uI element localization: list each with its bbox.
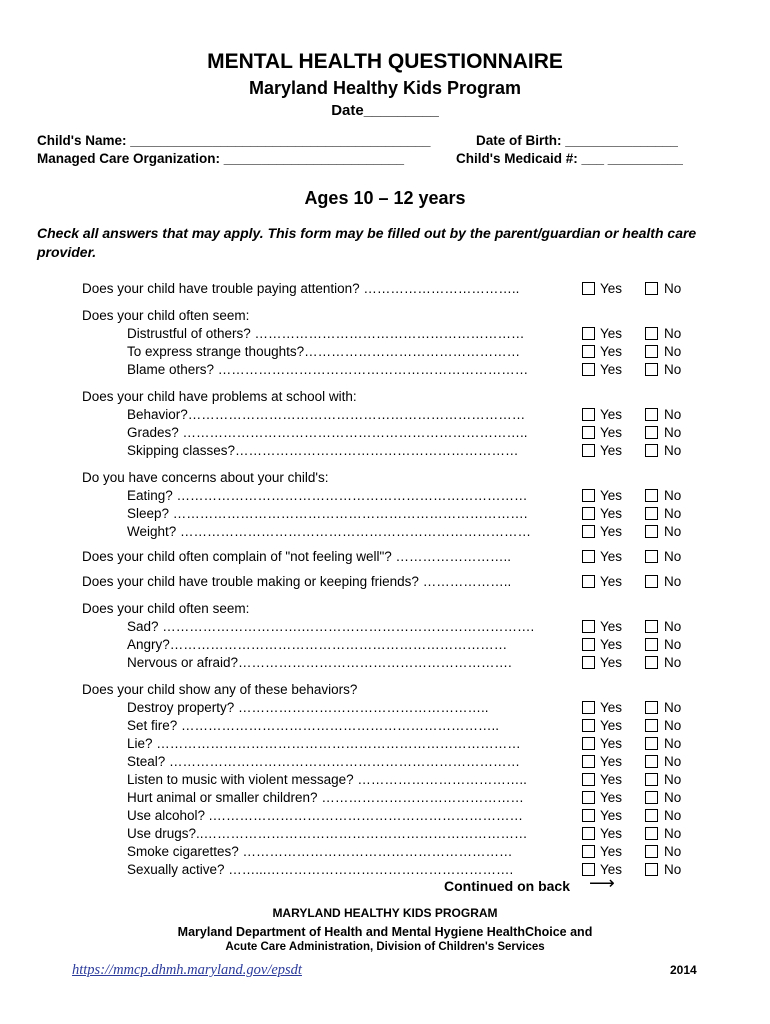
no-checkbox[interactable] <box>645 426 658 439</box>
no-label: No <box>664 407 682 422</box>
yes-checkbox[interactable] <box>582 845 595 858</box>
mco-field: Managed Care Organization: ________________________ <box>37 151 404 166</box>
no-label: No <box>664 344 682 359</box>
yes-checkbox[interactable] <box>582 701 595 714</box>
yes-label: Yes <box>600 281 623 296</box>
yes-checkbox[interactable] <box>582 408 595 421</box>
no-label: No <box>664 790 682 805</box>
form-year: 2014 <box>670 963 697 977</box>
yes-label: Yes <box>600 407 623 422</box>
question-text: Sad? ………………………….……………………………………………. <box>127 619 535 634</box>
yes-label: Yes <box>600 326 623 341</box>
question-text: Does your child have trouble making or keeping friends? ……………….. <box>82 574 512 589</box>
yes-label: Yes <box>600 362 623 377</box>
continued-on-back: Continued on back <box>444 878 570 894</box>
question-row <box>82 343 702 361</box>
yes-label: Yes <box>600 826 623 841</box>
yes-checkbox[interactable] <box>582 489 595 502</box>
question-group-label <box>82 600 702 618</box>
question-text: Steal? …………………………………………………………………… <box>127 754 521 769</box>
no-label: No <box>664 655 682 670</box>
question-text: Eating? …………………………………………………………………… <box>127 488 528 503</box>
no-checkbox[interactable] <box>645 701 658 714</box>
question-text: Destroy property? ……………………………………………….. <box>127 700 489 715</box>
yes-checkbox[interactable] <box>582 444 595 457</box>
question-text: Grades? ………………………………………………………………….. <box>127 425 528 440</box>
question-row <box>82 487 702 505</box>
question-text: Does your child show any of these behaviors? <box>82 682 358 697</box>
form-title: MENTAL HEALTH QUESTIONNAIRE <box>207 50 563 73</box>
medicaid-field: Child's Medicaid #: ___ __________ <box>456 151 683 166</box>
question-text: Does your child often complain of "not feeling well"? …………………….. <box>82 549 512 564</box>
no-checkbox[interactable] <box>645 827 658 840</box>
yes-label: Yes <box>600 790 623 805</box>
question-text: Behavior?………………………………………………………………… <box>127 407 526 422</box>
question-text: Skipping classes?……………………………………………………… <box>127 443 519 458</box>
no-label: No <box>664 574 682 589</box>
yes-checkbox[interactable] <box>582 719 595 732</box>
no-label: No <box>664 637 682 652</box>
yes-label: Yes <box>600 524 623 539</box>
question-text: Lie? ……………………………………………………………………… <box>127 736 521 751</box>
no-checkbox[interactable] <box>645 575 658 588</box>
no-label: No <box>664 362 682 377</box>
yes-checkbox[interactable] <box>582 327 595 340</box>
yes-label: Yes <box>600 700 623 715</box>
yes-label: Yes <box>600 772 623 787</box>
no-checkbox[interactable] <box>645 327 658 340</box>
question-text: Does your child often seem: <box>82 601 250 616</box>
no-label: No <box>664 862 682 877</box>
question-text: Use drugs?..……………………………………………………………… <box>127 826 528 841</box>
question-text: Sexually active? ……...………………………………………………. <box>127 862 514 877</box>
question-row <box>82 442 702 460</box>
yes-label: Yes <box>600 425 623 440</box>
question-text: Listen to music with violent message? ……………………………….. <box>127 772 527 787</box>
no-checkbox[interactable] <box>645 791 658 804</box>
no-label: No <box>664 826 682 841</box>
question-row <box>82 361 702 379</box>
date-field: Date_________ <box>331 102 439 119</box>
yes-checkbox[interactable] <box>582 638 595 651</box>
question-row <box>82 699 702 717</box>
no-checkbox[interactable] <box>645 363 658 376</box>
yes-label: Yes <box>600 549 623 564</box>
question-row <box>82 753 702 771</box>
question-text: Hurt animal or smaller children? ……………………………………… <box>127 790 524 805</box>
no-label: No <box>664 549 682 564</box>
question-row <box>82 406 702 424</box>
yes-label: Yes <box>600 862 623 877</box>
question-text: Does your child have problems at school with: <box>82 389 357 404</box>
no-label: No <box>664 506 682 521</box>
yes-checkbox[interactable] <box>582 550 595 563</box>
yes-label: Yes <box>600 655 623 670</box>
yes-label: Yes <box>600 344 623 359</box>
date-of-birth-field: Date of Birth: _______________ <box>476 133 678 148</box>
yes-checkbox[interactable] <box>582 755 595 768</box>
question-row <box>82 717 702 735</box>
question-text: To express strange thoughts?………………………………………… <box>127 344 521 359</box>
question-text: Angry?………………………………………………………………… <box>127 637 508 652</box>
no-checkbox[interactable] <box>645 345 658 358</box>
no-checkbox[interactable] <box>645 719 658 732</box>
yes-label: Yes <box>600 718 623 733</box>
no-label: No <box>664 619 682 634</box>
no-checkbox[interactable] <box>645 845 658 858</box>
question-text: Distrustful of others? …………………………………………………… <box>127 326 525 341</box>
yes-label: Yes <box>600 619 623 634</box>
program-subtitle: Maryland Healthy Kids Program <box>248 78 522 98</box>
epsdt-link[interactable]: https://mmcp.dhmh.maryland.gov/epsdt <box>72 962 302 978</box>
yes-checkbox[interactable] <box>582 507 595 520</box>
yes-checkbox[interactable] <box>582 737 595 750</box>
question-row <box>82 325 702 343</box>
childs-name-field: Child's Name: ________________________________________ <box>37 133 431 148</box>
question-row <box>82 636 702 654</box>
question-text: Blame others? …………………………………………………………… <box>127 362 529 377</box>
no-label: No <box>664 443 682 458</box>
question-text: Does your child often seem: <box>82 308 250 323</box>
no-label: No <box>664 736 682 751</box>
yes-label: Yes <box>600 443 623 458</box>
arrow-right-icon: ⟶ <box>589 873 615 893</box>
no-checkbox[interactable] <box>645 809 658 822</box>
yes-checkbox[interactable] <box>582 791 595 804</box>
yes-checkbox[interactable] <box>582 809 595 822</box>
question-text: Set fire? …………………………………………………………….. <box>127 718 500 733</box>
question-row <box>82 771 702 789</box>
no-label: No <box>664 425 682 440</box>
question-row <box>82 424 702 442</box>
yes-checkbox[interactable] <box>582 620 595 633</box>
no-checkbox[interactable] <box>645 489 658 502</box>
yes-label: Yes <box>600 506 623 521</box>
no-label: No <box>664 754 682 769</box>
question-row <box>82 618 702 636</box>
no-checkbox[interactable] <box>645 525 658 538</box>
no-checkbox[interactable] <box>645 444 658 457</box>
question-group-label <box>82 681 702 699</box>
yes-checkbox[interactable] <box>582 575 595 588</box>
no-checkbox[interactable] <box>645 737 658 750</box>
yes-checkbox[interactable] <box>582 827 595 840</box>
question-group-label <box>82 307 702 325</box>
footer-program-name: MARYLAND HEALTHY KIDS PROGRAM <box>272 906 498 920</box>
yes-checkbox[interactable] <box>582 773 595 786</box>
no-label: No <box>664 808 682 823</box>
question-text: Does your child have trouble paying attention? …………………………….. <box>82 281 520 296</box>
age-group-heading: Ages 10 – 12 years <box>304 188 466 208</box>
question-text: Weight? …………………………………………………………………… <box>127 524 532 539</box>
no-checkbox[interactable] <box>645 408 658 421</box>
instructions: Check all answers that may apply. This form may be filled out by the parent/guardian or health care provider. <box>37 225 697 260</box>
question-group-label <box>82 469 702 487</box>
footer-division: Acute Care Administration, Division of Children's Services <box>225 941 545 953</box>
no-label: No <box>664 700 682 715</box>
yes-checkbox[interactable] <box>582 426 595 439</box>
question-row <box>82 573 702 591</box>
question-row <box>82 280 702 298</box>
question-text: Smoke cigarettes? …………………………………………………… <box>127 844 513 859</box>
yes-checkbox[interactable] <box>582 363 595 376</box>
question-row <box>82 548 702 566</box>
yes-checkbox[interactable] <box>582 656 595 669</box>
no-checkbox[interactable] <box>645 620 658 633</box>
question-list <box>82 280 702 879</box>
question-row <box>82 505 702 523</box>
question-text: Use alcohol? .…………………………………………………………… <box>127 808 524 823</box>
yes-checkbox[interactable] <box>582 282 595 295</box>
yes-label: Yes <box>600 808 623 823</box>
question-row <box>82 843 702 861</box>
yes-label: Yes <box>600 754 623 769</box>
yes-label: Yes <box>600 574 623 589</box>
yes-label: Yes <box>600 736 623 751</box>
no-label: No <box>664 772 682 787</box>
no-checkbox[interactable] <box>645 638 658 651</box>
yes-label: Yes <box>600 844 623 859</box>
question-row <box>82 735 702 753</box>
question-text: Sleep? ……………………………………………………………………. <box>127 506 528 521</box>
yes-label: Yes <box>600 637 623 652</box>
no-checkbox[interactable] <box>645 282 658 295</box>
footer-department: Maryland Department of Health and Mental Hygiene HealthChoice and <box>177 925 593 939</box>
no-label: No <box>664 844 682 859</box>
question-row <box>82 789 702 807</box>
no-checkbox[interactable] <box>645 550 658 563</box>
no-checkbox[interactable] <box>645 863 658 876</box>
no-label: No <box>664 488 682 503</box>
question-text: Do you have concerns about your child's: <box>82 470 329 485</box>
question-text: Nervous or afraid?……………………………………………………. <box>127 655 512 670</box>
question-row <box>82 807 702 825</box>
no-label: No <box>664 326 682 341</box>
no-label: No <box>664 524 682 539</box>
no-checkbox[interactable] <box>645 755 658 768</box>
yes-checkbox[interactable] <box>582 525 595 538</box>
question-row <box>82 523 702 541</box>
no-checkbox[interactable] <box>645 507 658 520</box>
question-row <box>82 654 702 672</box>
yes-label: Yes <box>600 488 623 503</box>
question-group-label <box>82 388 702 406</box>
no-label: No <box>664 718 682 733</box>
no-label: No <box>664 281 682 296</box>
yes-checkbox[interactable] <box>582 345 595 358</box>
no-checkbox[interactable] <box>645 656 658 669</box>
no-checkbox[interactable] <box>645 773 658 786</box>
question-row <box>82 825 702 843</box>
